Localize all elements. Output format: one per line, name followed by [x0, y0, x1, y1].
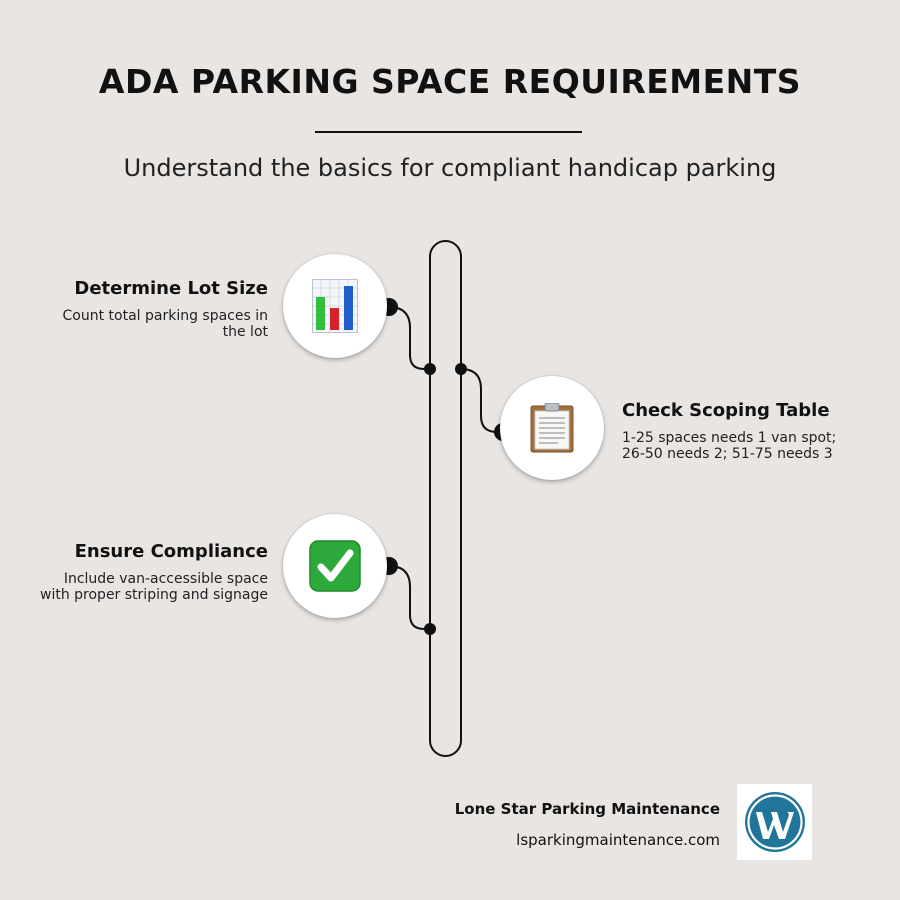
- page-subtitle: Understand the basics for compliant handicap parking: [123, 154, 777, 182]
- page-title: ADA PARKING SPACE REQUIREMENTS: [98, 62, 802, 101]
- check-mark-icon: [309, 540, 361, 592]
- step-1-icon-circle: [283, 254, 387, 358]
- wordpress-logo-icon: [743, 790, 807, 854]
- step-2-description: 1-25 spaces needs 1 van spot; 26-50 needs 2; 51-75 needs 3: [622, 430, 837, 462]
- clipboard-icon: [530, 403, 574, 453]
- website-link[interactable]: lsparkingmaintenance.com: [516, 831, 720, 849]
- logo-box: [737, 784, 812, 860]
- connector-step-1: [389, 307, 430, 369]
- step-3-icon-circle: [283, 514, 387, 618]
- timeline-track: [430, 241, 461, 756]
- company-name: Lone Star Parking Maintenance: [454, 800, 720, 818]
- node-dot: [424, 363, 436, 375]
- connector-step-2: [461, 369, 503, 432]
- step-3-title: Ensure Compliance: [74, 541, 268, 562]
- step-2-icon-circle: [500, 376, 604, 480]
- step-1-title: Determine Lot Size: [74, 278, 268, 299]
- step-1-description: Count total parking spaces in the lot: [62, 308, 268, 340]
- connector-step-3: [389, 566, 430, 629]
- step-3-description: Include van-accessible space with proper striping and signage: [40, 571, 268, 603]
- node-dot: [455, 363, 467, 375]
- node-dot: [424, 623, 436, 635]
- step-2-title: Check Scoping Table: [622, 400, 830, 421]
- bar-chart-icon: [312, 279, 358, 333]
